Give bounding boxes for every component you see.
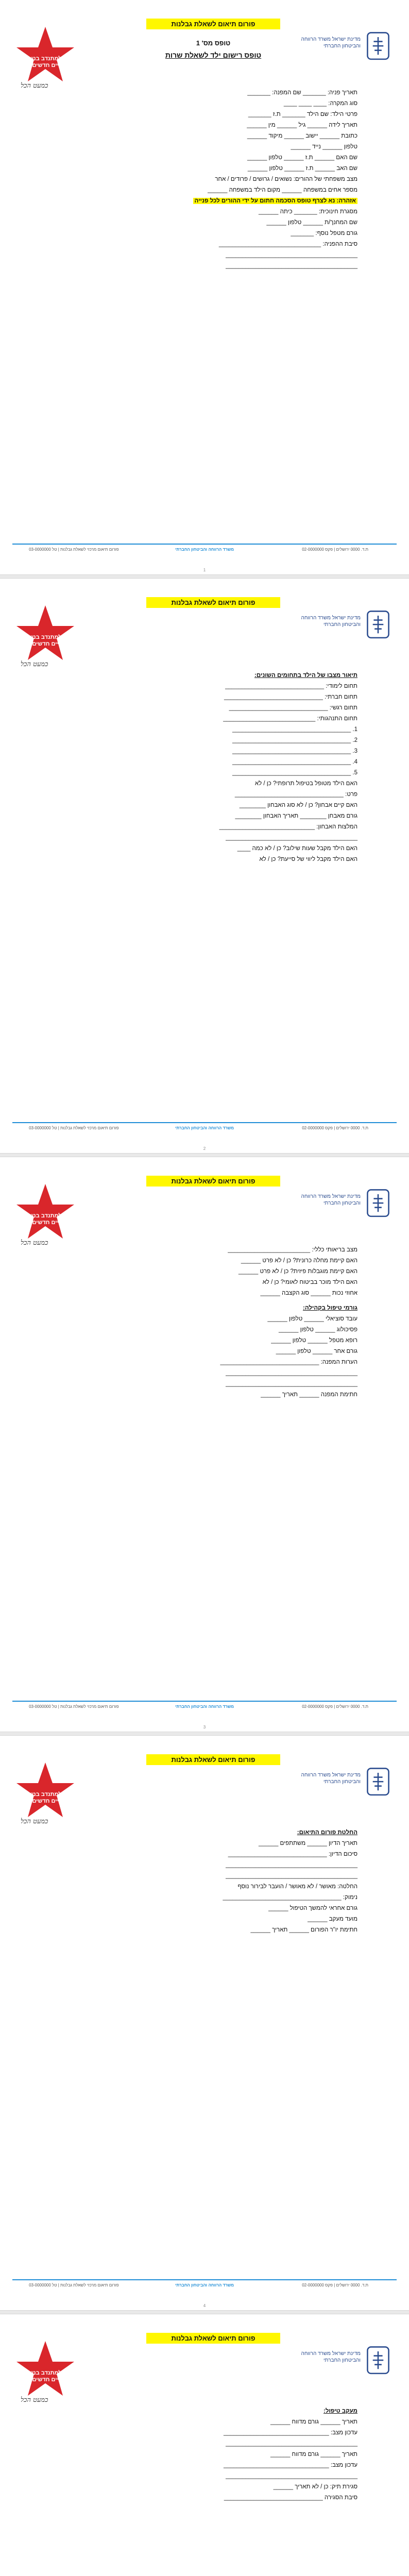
form-line: פסיכולוג ______ טלפון ______ <box>279 1327 357 1333</box>
star-logo-text: עוזר למתנדב בנשמה חיים חדשים <box>21 2370 74 2383</box>
page-number: 2 <box>203 1146 206 1151</box>
form-line: תחום חברתי: ______________________________ <box>224 694 357 700</box>
footer-contact-right: פורום תיאום מרכזי לשאלת גבלנות | טל 03-0000000 <box>29 1704 119 1709</box>
form-line: ________________________________________ <box>226 263 357 269</box>
form-line: ________________________________________ <box>226 835 357 841</box>
footer-contact-right: פורום תיאום מרכזי לשאלת גבלנות | טל 03-0000000 <box>29 547 119 552</box>
page-content <box>77 1823 357 1936</box>
page-footer <box>12 1122 397 1144</box>
form-line: 3. ____________________________________ <box>232 748 357 754</box>
page-header <box>12 1164 397 1247</box>
page-number: 4 <box>203 2303 206 2308</box>
form-line: ________________________________________ <box>226 1381 357 1387</box>
form-line: סגירת תיק: כן / לא תאריך ______ <box>273 2484 357 2490</box>
ministry-name: מדינת ישראל משרד הרווחה והביטחון החברתי <box>301 1194 361 1206</box>
page-content <box>77 88 357 272</box>
page-footer <box>12 544 397 565</box>
star-logo-text: עוזר למתנדב בנשמה חיים חדשים <box>21 634 74 647</box>
star-logo <box>14 603 76 665</box>
form-line: המלצות האבחון: _____________________________ <box>219 824 357 830</box>
form-line: האם הילד מטופל בטיפול תרופתי? כן / לא <box>254 781 357 787</box>
form-line: שם האם ______ ת.ז ______ טלפון ______ <box>247 155 357 161</box>
ministry-name: מדינת ישראל משרד הרווחה והביטחון החברתי <box>301 1772 361 1785</box>
page-header <box>12 1743 397 1825</box>
footer-ministry: משרד הרווחה והביטחון החברתי <box>175 1704 234 1709</box>
form-line: תחום לימודי: ______________________________ <box>225 683 357 689</box>
state-emblem-icon <box>365 31 391 62</box>
form-line: מספר אחים במשפחה ______ מקום הילד במשפחה ______ <box>208 187 357 193</box>
document-page <box>0 0 409 574</box>
form-line: תאריך פניה: _______ שם המפנה: _______ <box>247 90 357 96</box>
form-line: ________________________________________ <box>226 1862 357 1868</box>
form-line: 2. ____________________________________ <box>232 737 357 743</box>
state-emblem-icon <box>365 1188 391 1219</box>
form-line: האם הילד מוכר בביטוח לאומי? כן / לא <box>262 1279 357 1285</box>
star-logo <box>14 2339 76 2401</box>
state-emblem-icon <box>365 2345 391 2376</box>
page-content <box>77 666 357 865</box>
form-line: תחום רגשי: ______________________________ <box>229 705 357 711</box>
footer-ministry: משרד הרווחה והביטחון החברתי <box>175 2283 234 2287</box>
form-line: סיבת ההפניה: _______________________________ <box>218 241 357 247</box>
form-line: חתימת יו"ר הפורום ______ תאריך ______ <box>250 1927 357 1933</box>
form-line: סיבת הסגירה ______________________________ <box>224 2495 357 2501</box>
footer-ministry: משרד הרווחה והביטחון החברתי <box>175 1126 234 1130</box>
page-header <box>12 586 397 668</box>
form-line: עדכון מצב: ________________________________ <box>223 2430 357 2436</box>
document-page <box>0 579 409 1153</box>
form-line: תאריך ______ גורם מדווח ______ <box>270 2451 357 2458</box>
form-line: ________________________________________ <box>226 252 357 258</box>
section-heading: תיאור מצבו של הילד בתחומים השונים: <box>254 672 357 679</box>
document-page <box>0 2314 409 2576</box>
form-name: טופס רישום ילד לשאלת שרות <box>165 51 262 59</box>
form-line: שם האב ______ ת.ז ______ טלפון ______ <box>247 165 357 172</box>
form-line: מועד מעקב ______ <box>308 1916 357 1922</box>
forum-title-banner: פורום תיאום לשאלת גבלנות <box>146 1176 280 1187</box>
star-logo <box>14 25 76 87</box>
form-line: פרטי הילד: שם הילד _______ ת.ז _______ <box>248 111 357 117</box>
star-logo <box>14 1182 76 1244</box>
form-line: סיכום הדיון: ______________________________ <box>228 1851 357 1857</box>
form-line: האם קיים אבחון? כן / לא סוג האבחון ________ <box>239 802 357 808</box>
form-line: רופא מטפל ______ טלפון ______ <box>271 1337 357 1344</box>
form-line: חתימת המפנה ______ תאריך ______ <box>261 1392 357 1398</box>
forum-title-banner: פורום תיאום לשאלת גבלנות <box>146 597 280 608</box>
form-line: עדכון מצב: ________________________________ <box>223 2462 357 2468</box>
footer-contact-right: פורום תיאום מרכזי לשאלת גבלנות | טל 03-0000000 <box>29 1126 119 1130</box>
ministry-name: מדינת ישראל משרד הרווחה והביטחון החברתי <box>301 37 361 49</box>
form-line: תחום התנהגותי: ____________________________ <box>223 716 357 722</box>
form-line: עובד סוציאלי ______ טלפון ______ <box>267 1316 357 1322</box>
footer-contact-left: ת.ד. 0000 ירושלים | פקס 02-0000000 <box>302 2283 369 2287</box>
star-logo <box>14 1760 76 1822</box>
form-line: ________________________________________ <box>226 2473 357 2479</box>
form-line: גורם אחראי להמשך הטיפול ______ <box>268 1905 357 1911</box>
form-line: 5. ____________________________________ <box>232 770 357 776</box>
form-number: טופס מס' 1 <box>196 39 231 47</box>
form-line: הערות המפנה: ______________________________ <box>220 1359 357 1365</box>
form-line: שם המחנך/ת ______ טלפון ______ <box>266 219 357 226</box>
forum-title-banner: פורום תיאום לשאלת גבלנות <box>146 19 280 29</box>
section-heading: מעקב טיפול: <box>323 2408 357 2414</box>
footer-contact-left: ת.ד. 0000 ירושלים | פקס 02-0000000 <box>302 547 369 552</box>
form-title-block <box>141 21 285 59</box>
form-line: כתובת ______ יישוב ______ מיקוד ______ <box>247 133 357 139</box>
form-line: נימוק: ____________________________________ <box>223 1894 357 1901</box>
form-line: האם הילד מקבל ליווי של סייעת? כן / לא <box>259 856 357 862</box>
handwritten-signature: כמעט הכל <box>21 1818 48 1825</box>
document-page <box>0 1736 409 2310</box>
page-content <box>77 2402 357 2503</box>
form-line: גורם מטפל נוסף: _______ <box>291 230 357 236</box>
form-line: האם קיימת מוגבלות פיזית? כן / לא פרט ______ <box>238 1268 357 1275</box>
footer-contact-right: פורום תיאום מרכזי לשאלת גבלנות | טל 03-0000000 <box>29 2283 119 2287</box>
form-line: האם קיימת מחלה כרונית? כן / לא פרט ______ <box>241 1258 357 1264</box>
document-page <box>0 1157 409 1732</box>
handwritten-signature: כמעט הכל <box>21 82 48 90</box>
page-content <box>77 1245 357 1400</box>
form-line: פרט: _________________________________ <box>234 791 357 798</box>
form-line: טלפון ______ נייד ______ <box>291 144 357 150</box>
ministry-name: מדינת ישראל משרד הרווחה והביטחון החברתי <box>301 615 361 628</box>
form-line: ________________________________________ <box>226 1370 357 1376</box>
ministry-name: מדינת ישראל משרד הרווחה והביטחון החברתי <box>301 2351 361 2363</box>
form-line: סוג המקרה: ____ ____ ____ <box>283 100 357 107</box>
footer-contact-left: ת.ד. 0000 ירושלים | פקס 02-0000000 <box>302 1126 369 1130</box>
form-line: תאריך ______ גורם מדווח ______ <box>270 2419 357 2425</box>
form-line: תאריך הדיון ______ משתתפים ______ <box>258 1840 357 1846</box>
page-number: 3 <box>203 1725 206 1730</box>
handwritten-signature: כמעט הכל <box>21 2396 48 2404</box>
section-heading: גורמי טיפול בקהילה: <box>302 1305 357 1311</box>
forum-title-banner: פורום תיאום לשאלת גבלנות <box>146 2333 280 2344</box>
star-logo-text: עוזר למתנדב בנשמה חיים חדשים <box>21 1791 74 1804</box>
footer-ministry: משרד הרווחה והביטחון החברתי <box>175 547 234 552</box>
state-emblem-icon <box>365 1767 391 1798</box>
page-header <box>12 2321 397 2404</box>
page-footer <box>12 2279 397 2301</box>
form-line: תאריך לידה ______ גיל ______ מין ______ <box>247 122 357 128</box>
form-line: האם הילד מקבל שעות שילוב? כן / לא כמה ____ <box>237 845 357 852</box>
page-footer <box>12 1701 397 1722</box>
section-heading: החלטת פורום התיאום: <box>297 1829 357 1836</box>
form-line: מצב בריאותי כללי: _________________________ <box>228 1247 357 1253</box>
page-number: 1 <box>203 568 206 572</box>
form-line: גורם אחר ______ טלפון ______ <box>276 1348 357 1354</box>
page-header <box>12 7 397 90</box>
form-line: 1. ____________________________________ <box>232 726 357 733</box>
form-line: גורם מאבחן ________ תאריך האבחון ________ <box>235 813 357 819</box>
form-line: אחוזי נכות ______ סוג הקצבה ______ <box>260 1290 357 1296</box>
form-line <box>77 196 357 207</box>
form-line: ________________________________________ <box>226 2441 357 2447</box>
star-logo-text: עוזר למתנדב בנשמה חיים חדשים <box>21 1213 74 1226</box>
handwritten-signature: כמעט הכל <box>21 1239 48 1247</box>
highlighted-notice: אזהרה: נא לצרף טופס הסכמה חתום על ידי ההורים לכל פנייה <box>193 198 357 204</box>
form-line: ________________________________________ <box>226 1873 357 1879</box>
form-line: מצב משפחתי של ההורים: נשואים / גרושים / פרודים / אחר <box>215 176 357 182</box>
state-emblem-icon <box>365 609 391 640</box>
star-logo-text: עוזר למתנדב בנשמה חיים חדשים <box>21 56 74 69</box>
forum-title-banner: פורום תיאום לשאלת גבלנות <box>146 1754 280 1765</box>
form-line: החלטה: מאושר / לא מאושר / הועבר לבירור נוסף <box>237 1884 357 1890</box>
form-line: 4. ____________________________________ <box>232 759 357 765</box>
footer-contact-left: ת.ד. 0000 ירושלים | פקס 02-0000000 <box>302 1704 369 1709</box>
form-line: מסגרת חינוכית: _______ כיתה ______ <box>259 209 357 215</box>
handwritten-signature: כמעט הכל <box>21 660 48 668</box>
